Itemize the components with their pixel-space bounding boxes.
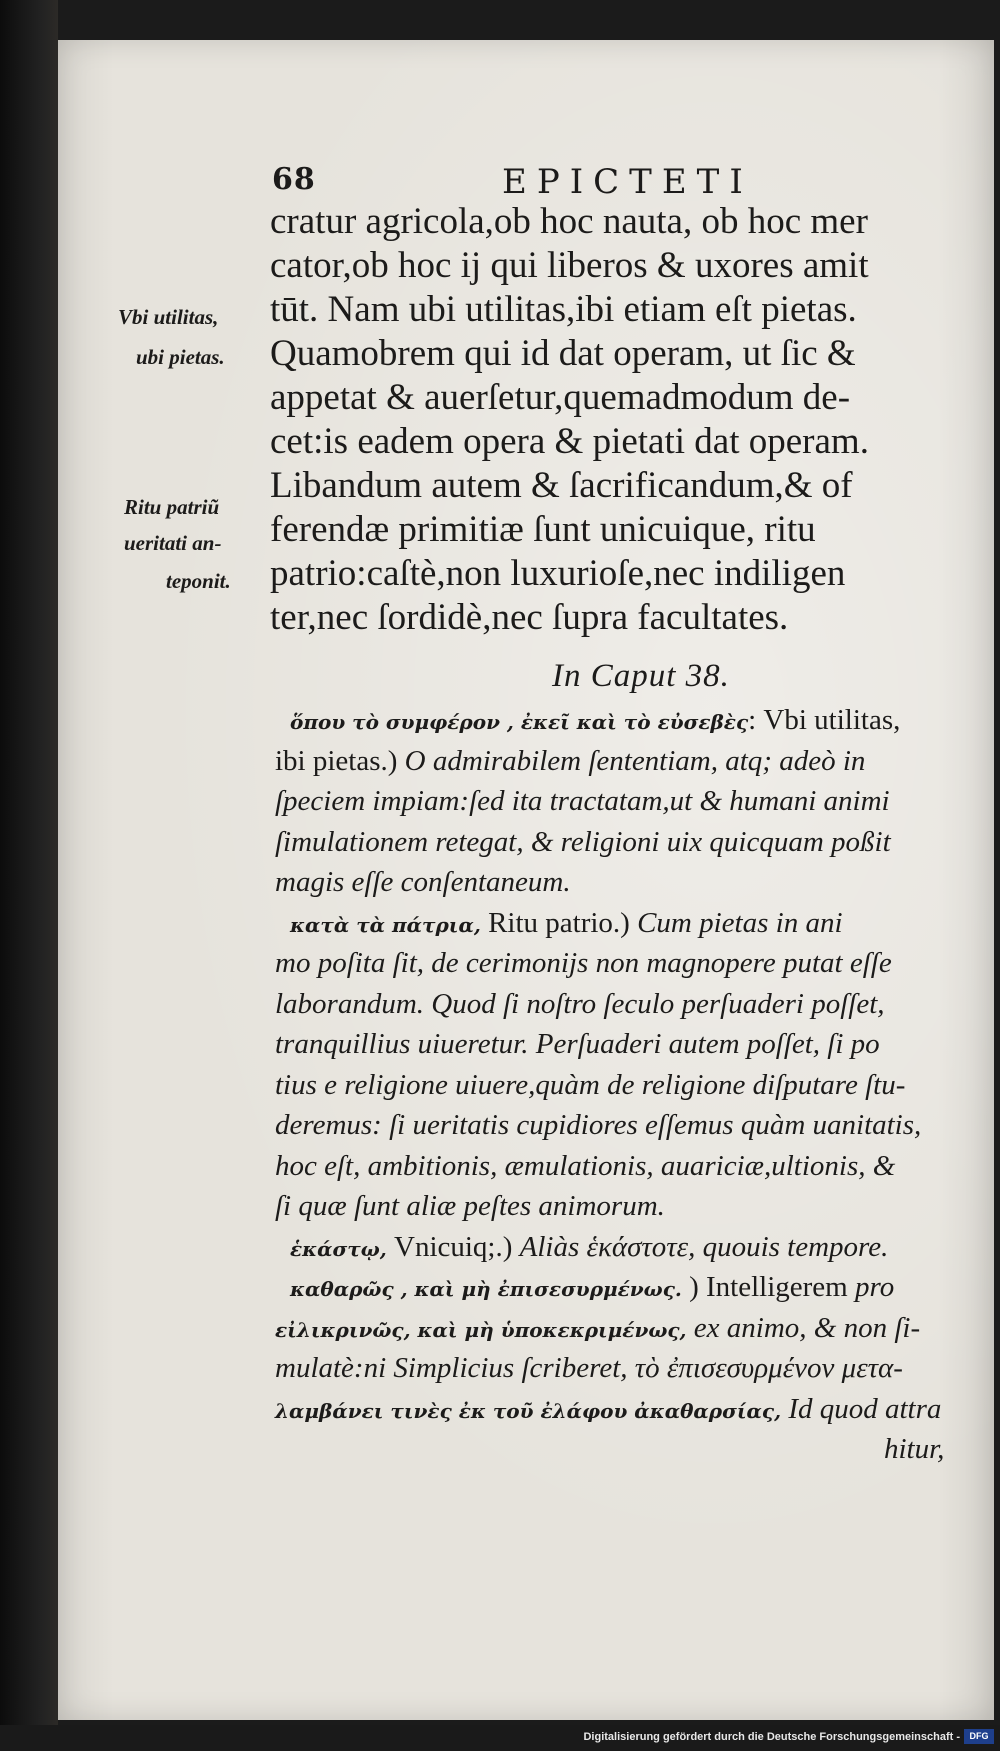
commentary-line [275, 741, 865, 781]
commentary-italic-text: mo poſita ſit, de cerimonijs non magnopere putat eſſe [275, 947, 892, 979]
commentary-line [290, 903, 843, 945]
commentary-line [884, 1429, 944, 1469]
commentary-line [275, 1105, 921, 1145]
commentary-line [275, 822, 891, 862]
commentary-italic-text: magis eſſe conſentaneum. [275, 866, 571, 898]
body-line: patrio:caſtè,non luxurioſe,nec indiligen [270, 553, 846, 594]
margin-note: ueritati an- [124, 531, 222, 555]
commentary-italic-text: laborandum. Quod ſi noſtro ſeculo perſuaderi poſſet, [275, 987, 885, 1020]
commentary-line [290, 1227, 888, 1269]
commentary-italic-text: Aliàs ἑκάστοτε, quouis tempore. [519, 1230, 889, 1263]
section-heading: In Caput 38. [552, 658, 730, 694]
commentary-greek-text: καθαρῶς , καὶ μὴ ἐπισεσυρμένως. [290, 1277, 682, 1301]
commentary-line [275, 943, 892, 983]
margin-note: teponit. [166, 569, 231, 593]
commentary-italic-text: Cum pietas in ani [637, 906, 843, 939]
running-title: EPICTETI [502, 162, 753, 202]
body-line: Libandum autem & ſacrificandum,& of [270, 465, 853, 506]
commentary-greek-text: ἑκάστῳ, [290, 1236, 387, 1261]
commentary-plain-text: : Vbi utilitas, [748, 704, 901, 736]
commentary-line [275, 1389, 941, 1431]
page-number: 68 [272, 162, 316, 197]
commentary-italic-text: deremus: ſi ueritatis cupidiores eſſemus quàm uanitatis, [275, 1109, 922, 1141]
body-line: ferendæ primitiæ ſunt unicuique, ritu [270, 509, 816, 550]
commentary-line [290, 1267, 894, 1309]
commentary-plain-text: Vnicuiq;.) [386, 1230, 520, 1263]
commentary-italic-text: ex animo, & non ſi- [686, 1311, 921, 1344]
body-line: cet:is eadem opera & pietati dat operam. [270, 421, 869, 462]
commentary-line [275, 1065, 905, 1105]
commentary-italic-text: mulatè:ni Simplicius ſcriberet, τὸ ἐπισεσυρμένον μετα- [275, 1352, 903, 1384]
book-binding-edge [0, 0, 58, 1751]
commentary-italic-text: hoc eſt, ambitionis, æmulationis, auariciæ,ultionis, & [275, 1149, 896, 1182]
body-line: appetat & auerſetur,quemadmodum de- [270, 377, 851, 418]
commentary-line [275, 862, 571, 902]
commentary-line [275, 1308, 920, 1350]
margin-note: Vbi utilitas, [118, 305, 219, 329]
body-line: cator,ob hoc ij qui liberos & uxores amit [270, 245, 869, 286]
commentary-italic-text: pro [854, 1271, 895, 1303]
commentary-line [275, 781, 890, 821]
commentary-greek-text: ὅπου τὸ συμφέρον , ἐκεῖ καὶ τὸ εὐσεβὲς [290, 710, 749, 734]
commentary-plain-text: ) Intelligerem [681, 1271, 855, 1303]
commentary-italic-text: Id quod attra [781, 1392, 942, 1425]
body-line: Quamobrem qui id dat operam, ut ſic & [270, 333, 856, 374]
commentary-line [275, 1146, 895, 1186]
margin-note: Ritu patriũ [124, 495, 220, 519]
commentary-italic-text: hitur, [884, 1433, 945, 1465]
commentary-italic-text: O admirabilem ſententiam, atq; adeò in [404, 744, 866, 777]
commentary-line [275, 984, 885, 1024]
commentary-line [290, 700, 900, 742]
commentary-greek-text: εἰλικρινῶς, καὶ μὴ ὑποκεκριμένως, [275, 1317, 687, 1342]
commentary-italic-text: ſimulationem retegat, & religioni uix quicquam poßit [275, 825, 891, 858]
commentary-line [275, 1348, 903, 1388]
digitization-credit: Digitalisierung gefördert durch die Deutsche Forschungsgemeinschaft - [583, 1731, 960, 1743]
body-line: cratur agricola,ob hoc nauta, ob hoc mer [270, 201, 868, 242]
commentary-greek-text: κατὰ τὰ πάτρια, [290, 912, 481, 937]
commentary-italic-text: tranquillius uiueretur. Perſuaderi autem poſſet, ſi po [275, 1028, 880, 1060]
body-line: tūt. Nam ubi utilitas,ibi etiam eſt pietas. [270, 289, 857, 330]
commentary-italic-text: ſi quæ ſunt aliæ peſtes animorum. [275, 1190, 665, 1222]
body-line: ter,nec ſordidè,nec ſupra facultates. [270, 597, 789, 638]
margin-note: ubi pietas. [136, 345, 225, 369]
commentary-italic-text: ſpeciem impiam:ſed ita tractatam,ut & humani animi [275, 785, 890, 817]
commentary-line [275, 1024, 880, 1064]
commentary-italic-text: tius e religione uiuere,quàm de religione diſputare ſtu- [275, 1068, 906, 1101]
commentary-plain-text: Ritu patrio.) [480, 906, 638, 939]
commentary-plain-text: ibi pietas.) [275, 744, 405, 777]
commentary-greek-text: λαμβάνει τινὲς ἐκ τοῦ ἐλάφου ἀκαθαρσίας, [275, 1398, 782, 1423]
running-head [272, 162, 962, 202]
commentary-line [275, 1186, 665, 1226]
dfg-logo: DFG [964, 1729, 994, 1744]
